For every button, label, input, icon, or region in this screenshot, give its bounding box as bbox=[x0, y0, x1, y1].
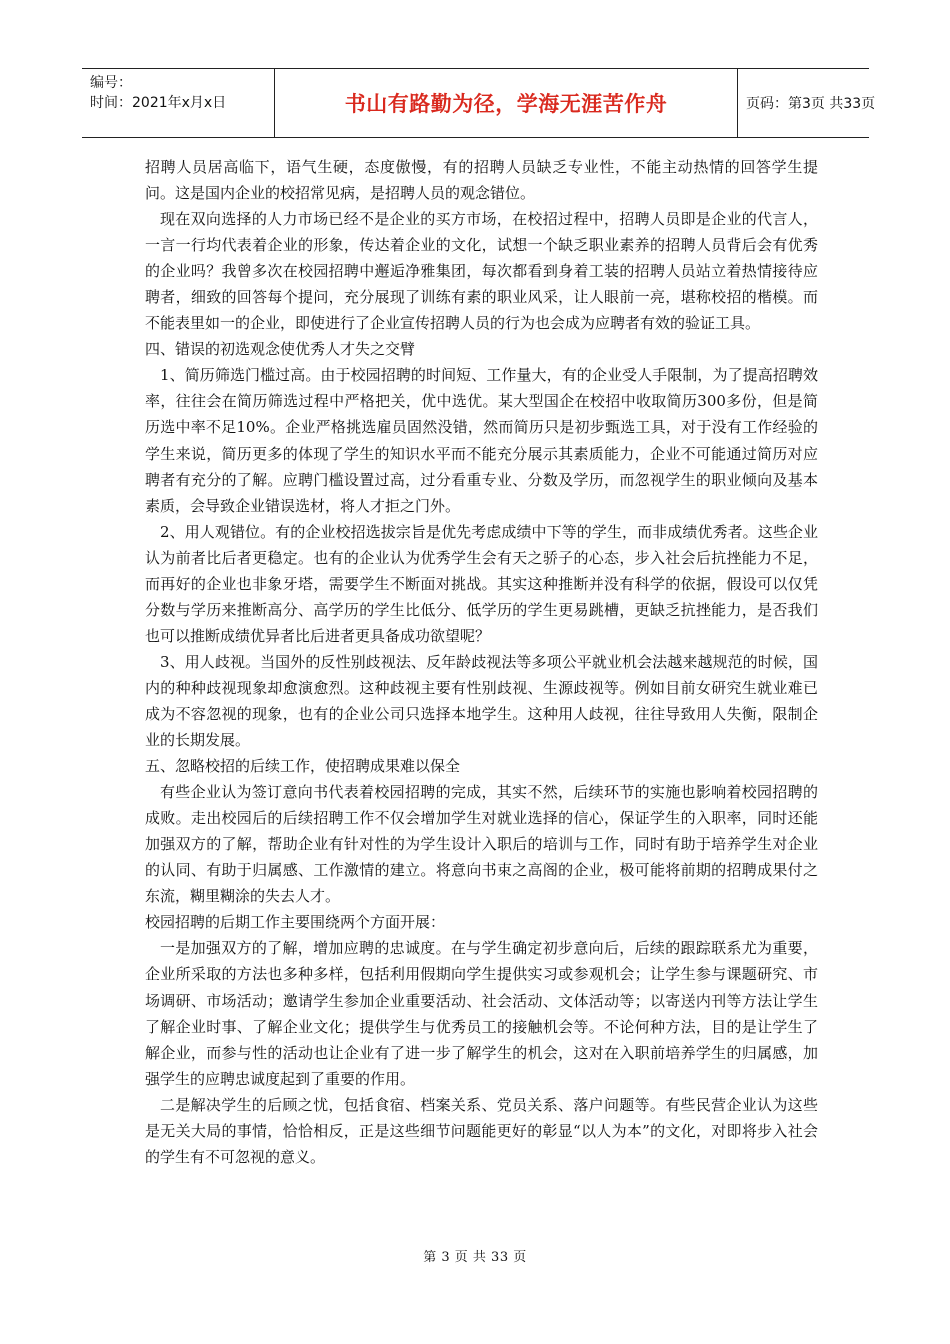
paragraph: 现在双向选择的人力市场已经不是企业的买方市场，在校招过程中，招聘人员即是企业的代言人，一言一行均代表着企业的形象，传达着企业的文化，试想一个缺乏职业素养的招聘人员背后会有优秀的企业吗？我曾多次在校园招聘中邂逅净雅集团，每次都看到身着工装的招聘人员站立着热情接待应聘者，细致的回答每个提问，充分展现了训练有素的职业风采，让人眼前一亮，堪称校招的楷模。而不能表里如一的企业，即使进行了企业宣传招聘人员的行为也会成为应聘者有效的验证工具。 bbox=[145, 210, 818, 333]
paragraph: 1、简历筛选门槛过高。由于校园招聘的时间短、工作量大，有的企业受人手限制，为了提高招聘效率，往往会在简历筛选过程中严格把关，优中选优。某大型国企在校招中收取简历300多份，但是简历选中率不足10%。企业严格挑选雇员固然没错，然而简历只是初步甄选工具，对于没有工作经验的学生来说，简历更多的体现了学生的知识水平而不能充分展示其素质能力，企业不可能通过简历对应聘者有充分的了解。应聘门槛设置过高，过分看重专业、分数及学历，而忽视学生的职业倾向及基本素质，会导致企业错误选材，将人才拒之门外。 bbox=[145, 366, 818, 515]
section-heading: 五、忽略校招的后续工作，使招聘成果难以保全 bbox=[145, 757, 461, 776]
page-header bbox=[82, 68, 876, 138]
document-body bbox=[145, 154, 818, 1170]
header-page-cell bbox=[738, 69, 876, 137]
motto-text: 书山有路勤为径，学海无涯苦作舟 bbox=[344, 92, 668, 116]
paragraph: 校园招聘的后期工作主要围绕两个方面开展： bbox=[145, 913, 446, 932]
document-time-label: 时间：2021年x月x日 bbox=[90, 95, 227, 111]
paragraph: 二是解决学生的后顾之忧，包括食宿、档案关系、党员关系、落户问题等。有些民营企业认为这些是无关大局的事情，恰恰相反，正是这些细节问题能更好的彰显“以人为本”的文化，对即将步入社会的学生有不可忽视的意义。 bbox=[145, 1095, 818, 1166]
paragraph: 一是加强双方的了解，增加应聘的忠诚度。在与学生确定初步意向后，后续的跟踪联系尤为重要，企业所采取的方法也多种多样，包括利用假期向学生提供实习或参观机会；让学生参与课题研究、市场调研、市场活动；邀请学生参加企业重要活动、社会活动、文体活动等；以寄送内刊等方法让学生了解企业时事、了解企业文化；提供学生与优秀员工的接触机会等。不论何种方法，目的是让学生了解企业，而参与性的活动也让企业有了进一步了解学生的机会，这对在入职前培养学生的归属感，加强学生的应聘忠诚度起到了重要的作用。 bbox=[145, 939, 818, 1088]
section-heading: 四、错误的初选观念使优秀人才失之交臂 bbox=[145, 340, 416, 359]
paragraph: 有些企业认为签订意向书代表着校园招聘的完成，其实不然，后续环节的实施也影响着校园招聘的成败。走出校园后的后续招聘工作不仅会增加学生对就业选择的信心，保证学生的入职率，同时还能加强双方的了解，帮助企业有针对性的为学生设计入职后的培训与工作，同时有助于培养学生对企业的认同、有助于归属感、工作激情的建立。将意向书束之高阁的企业，极可能将前期的招聘成果付之东流，糊里糊涂的失去人才。 bbox=[145, 783, 818, 906]
paragraph: 2、用人观错位。有的企业校招选拔宗旨是优先考虑成绩中下等的学生，而非成绩优秀者。这些企业认为前者比后者更稳定。也有的企业认为优秀学生会有天之骄子的心态，步入社会后抗挫能力不足，而再好的企业也非象牙塔，需要学生不断面对挑战。其实这种推断并没有科学的依据，假设可以仅凭分数与学历来推断高分、高学历的学生比低分、低学历的学生更易跳槽，更缺乏抗挫能力，是否我们也可以推断成绩优异者比后进者更具备成功欲望呢？ bbox=[145, 522, 818, 645]
paragraph-continuation: 招聘人员居高临下，语气生硬，态度傲慢，有的招聘人员缺乏专业性，不能主动热情的回答学生提问。这是国内企业的校招常见病，是招聘人员的观念错位。 bbox=[145, 158, 818, 203]
document-number-label: 编号： bbox=[90, 75, 132, 91]
page-footer: 第 3 页 共 33 页 bbox=[423, 1250, 527, 1265]
paragraph: 3、用人歧视。当国外的反性别歧视法、反年龄歧视法等多项公平就业机会法越来越规范的时候，国内的种种歧视现象却愈演愈烈。这种歧视主要有性别歧视、生源歧视等。例如目前女研究生就业难已成为不容忽视的现象，也有的企业公司只选择本地学生。这种用人歧视，往往导致用人失衡，限制企业的长期发展。 bbox=[145, 652, 818, 750]
page-number-label: 页码：第3页 共33页 bbox=[746, 96, 876, 112]
header-motto-cell bbox=[275, 69, 738, 137]
header-meta-cell bbox=[82, 69, 275, 137]
